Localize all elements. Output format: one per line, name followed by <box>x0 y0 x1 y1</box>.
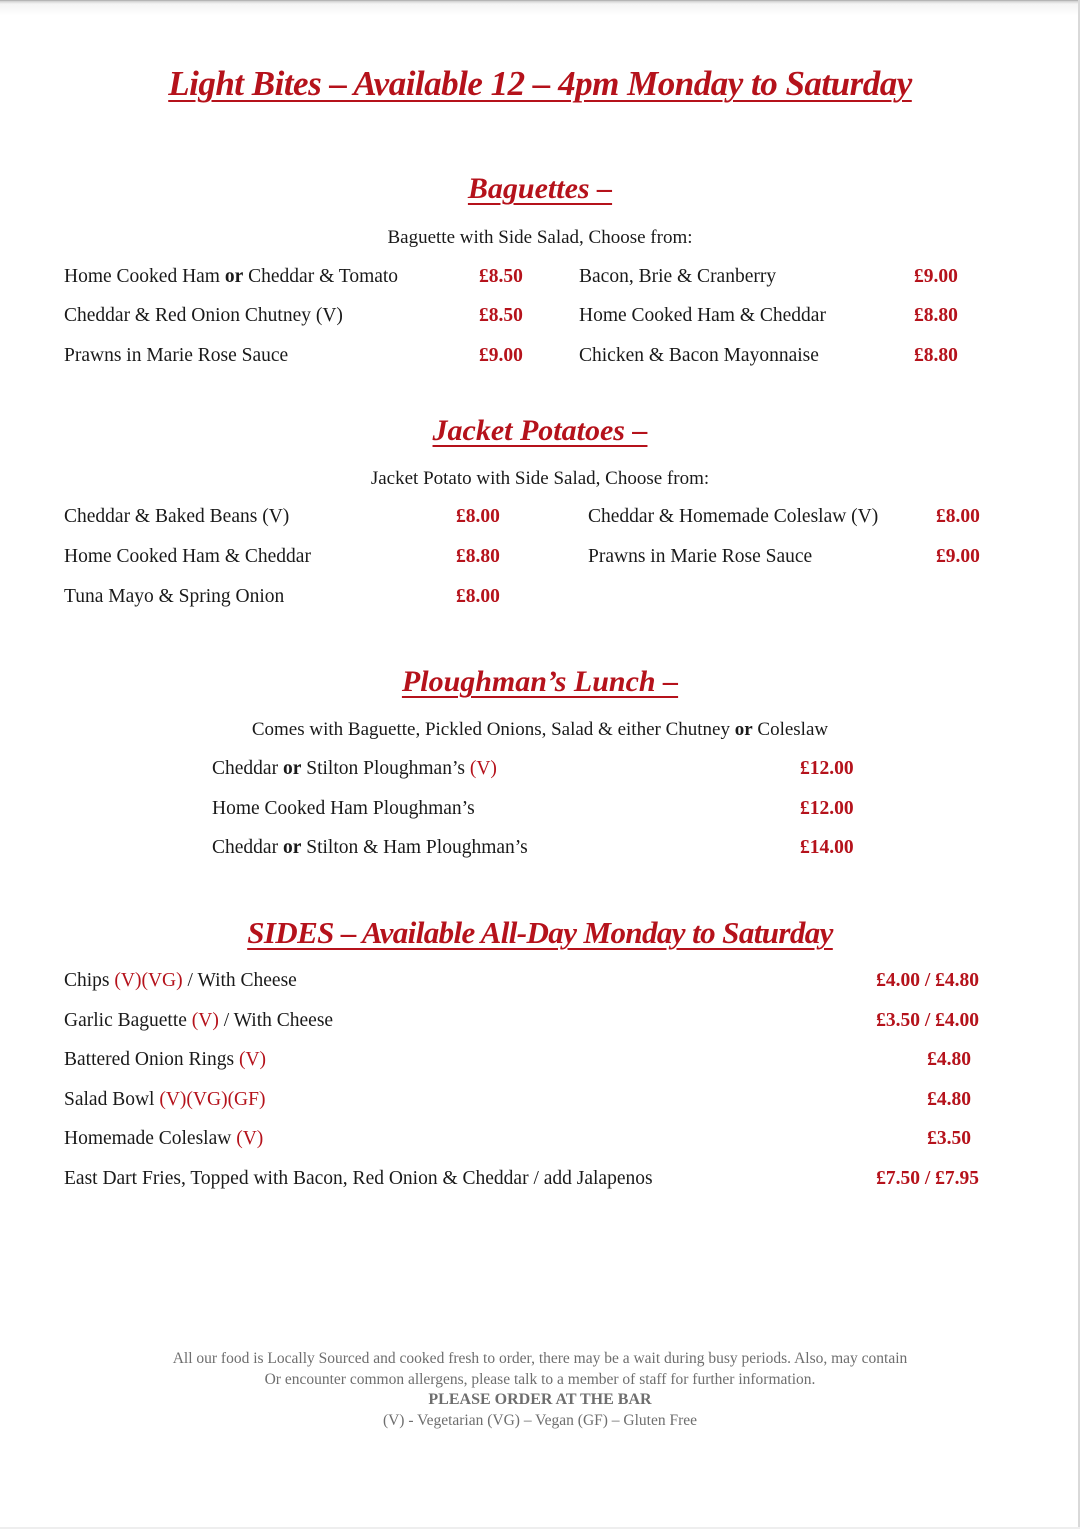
item-price: £12.00 <box>800 758 854 779</box>
menu-item: Home Cooked Ham & Cheddar <box>579 305 826 326</box>
item-price: £9.00 <box>936 546 980 567</box>
item-name: Stilton Ploughman’s <box>301 758 470 779</box>
menu-item: Prawns in Marie Rose Sauce <box>64 345 289 366</box>
menu-item: East Dart Fries, Topped with Bacon, Red Onion & Cheddar / add Jalapenos <box>64 1168 653 1189</box>
item-price: £8.00 <box>456 586 500 607</box>
menu-item <box>212 837 528 859</box>
section-title-jacket-potatoes: Jacket Potatoes – <box>432 414 648 447</box>
item-price: £12.00 <box>800 798 854 819</box>
window-top-edge <box>0 0 1080 16</box>
dietary-tag: (V)(VG) <box>114 970 183 991</box>
page-title: Light Bites – Available 12 – 4pm Monday to Saturday <box>168 64 912 103</box>
menu-item <box>64 1089 265 1111</box>
menu-item: Home Cooked Ham Ploughman’s <box>212 798 475 819</box>
or-word: or <box>224 266 244 287</box>
footer-dietary-key: (V) - Vegetarian (VG) – Vegan (GF) – Gluten Free <box>382 1412 698 1429</box>
item-price: £8.00 <box>936 506 980 527</box>
menu-item <box>64 1049 266 1071</box>
item-price: £8.80 <box>456 546 500 567</box>
item-price: £8.80 <box>914 345 958 366</box>
baguettes-intro: Baguette with Side Salad, Choose from: <box>387 227 693 248</box>
item-suffix: / With Cheese <box>182 970 297 991</box>
item-price: £8.50 <box>479 266 523 287</box>
footer-notice-line1: All our food is Locally Sourced and cooked fresh to order, there may be a wait during busy periods. Also, may contain <box>172 1350 908 1367</box>
or-word: or <box>734 719 753 740</box>
intro-text: Comes with Baguette, Pickled Onions, Salad & either Chutney <box>251 719 735 740</box>
item-price: £3.50 <box>927 1128 971 1149</box>
item-price: £9.00 <box>914 266 958 287</box>
menu-item: Cheddar & Red Onion Chutney (V) <box>64 305 343 326</box>
item-price: £4.00 / £4.80 <box>876 970 979 991</box>
item-name: Garlic Baguette <box>64 1010 192 1031</box>
item-name: Stilton & Ham Ploughman’s <box>301 837 528 858</box>
item-price: £3.50 / £4.00 <box>876 1010 979 1031</box>
item-name: Cheddar <box>212 837 283 858</box>
section-title-sides: SIDES – Available All-Day Monday to Saturday <box>247 915 833 950</box>
menu-item: Tuna Mayo & Spring Onion <box>64 586 285 607</box>
footer-notice-line2: Or encounter common allergens, please talk to a member of staff for further information. <box>264 1371 816 1388</box>
menu-item: Prawns in Marie Rose Sauce <box>588 546 813 567</box>
item-price: £9.00 <box>479 345 523 366</box>
menu-item <box>64 1010 333 1032</box>
item-price: £14.00 <box>800 837 854 858</box>
menu-item: Chicken & Bacon Mayonnaise <box>579 345 819 366</box>
jacket-potatoes-intro: Jacket Potato with Side Salad, Choose from: <box>370 468 710 489</box>
section-title-ploughmans: Ploughman’s Lunch – <box>401 665 679 698</box>
menu-item <box>64 1128 263 1150</box>
item-name: Chips <box>64 970 115 991</box>
item-name: Battered Onion Rings <box>64 1049 239 1070</box>
dietary-tag: (V) <box>469 758 497 779</box>
dietary-tag: (V) <box>238 1049 267 1070</box>
item-price: £7.50 / £7.95 <box>876 1168 979 1189</box>
menu-item <box>64 266 398 288</box>
dietary-tag: (V)(VG)(GF) <box>159 1089 266 1110</box>
item-price: £8.00 <box>456 506 500 527</box>
section-title-baguettes: Baguettes – <box>467 172 613 205</box>
item-price: £8.80 <box>914 305 958 326</box>
menu-item <box>212 758 497 780</box>
ploughmans-intro <box>0 719 1080 741</box>
item-name: Salad Bowl <box>64 1089 160 1110</box>
item-name: Cheddar & Tomato <box>243 266 399 287</box>
menu-item: Cheddar & Baked Beans (V) <box>64 506 290 527</box>
menu-item: Home Cooked Ham & Cheddar <box>64 546 311 567</box>
dietary-tag: (V) <box>191 1010 219 1031</box>
item-name: Cheddar <box>212 758 283 779</box>
item-price: £4.80 <box>927 1049 971 1070</box>
item-name: Homemade Coleslaw <box>64 1128 237 1149</box>
menu-item <box>64 970 297 992</box>
or-word: or <box>282 758 302 779</box>
intro-text: Coleslaw <box>752 719 829 740</box>
item-suffix: / With Cheese <box>218 1010 334 1031</box>
item-price: £8.50 <box>479 305 523 326</box>
item-name: Home Cooked Ham <box>64 266 225 287</box>
dietary-tag: (V) <box>236 1128 264 1149</box>
or-word: or <box>282 837 302 858</box>
footer-order-at-bar: PLEASE ORDER AT THE BAR <box>428 1391 652 1408</box>
menu-item: Bacon, Brie & Cranberry <box>579 266 777 287</box>
menu-item: Cheddar & Homemade Coleslaw (V) <box>588 506 879 527</box>
item-price: £4.80 <box>927 1089 971 1110</box>
